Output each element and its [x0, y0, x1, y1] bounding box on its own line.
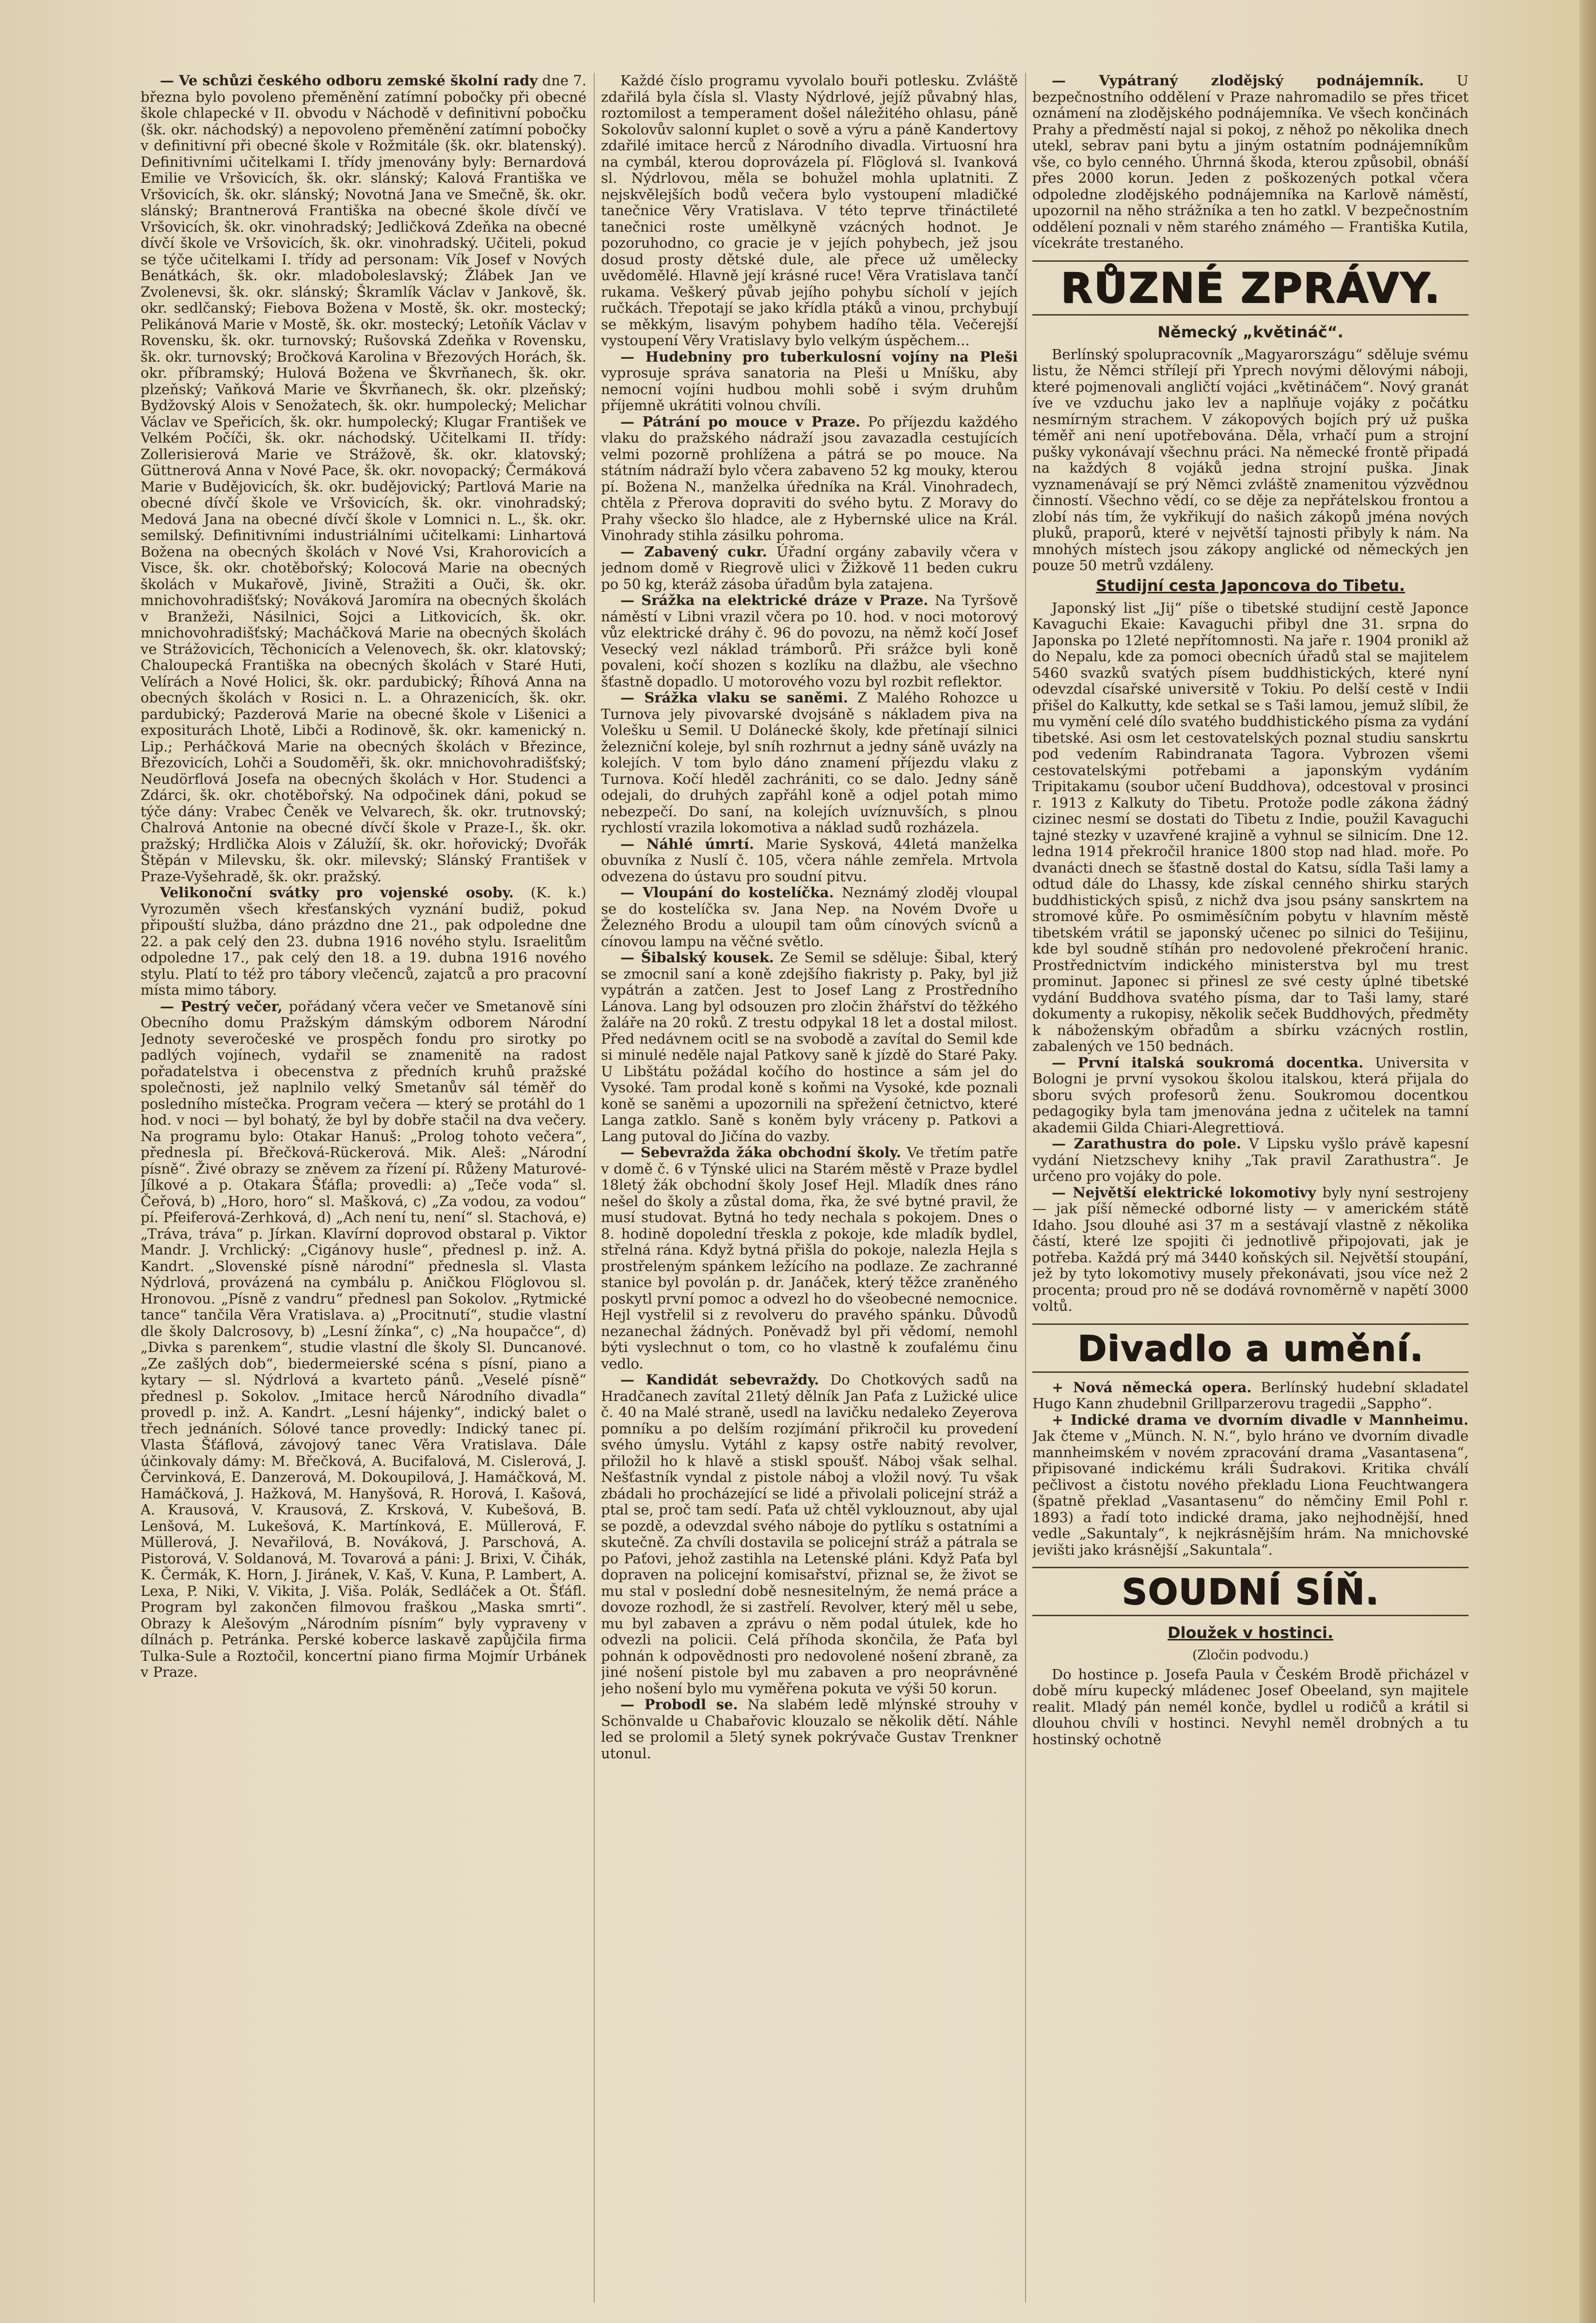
article-lead: — Hudebniny pro tuberkulosní vojíny na Pleši — [620, 348, 1018, 365]
article-text: Ve třetím patře v domě č. 6 v Týnské ulici na Starém městě v Praze bydlel 18letý žák obchodní školy Josef Hejl. Mladík dnes ráno nešel do školy a zůstal doma, řka, že své bytné pravil, že musí studovat. Bytná ho tedy nechala s pokojem. Dnes o 8. hodině dopolední třeskla z pokoje, kde mladík bydlel, střelná rána. Když bytná přišla do pokoje, nalezla Hejla s prostřeleným spánkem ležícího na podlaze. Ze zachranné stanice byl povolán p. dr. Janáček, který těžce zraněného poskytl první pomoc a odvezl ho do všeobecné nemocnice. Hejl vystřelil si z revolveru do pravého spánku. Důvodů nezanechal žádných. Poněvadž byl při vědomí, nemohl býti vyslechnut o tom, co ho vlastně k zoufalému činu vedlo. — [601, 1144, 1018, 1372]
article — [601, 544, 1018, 593]
article — [601, 1145, 1018, 1372]
article — [601, 885, 1018, 950]
article-text: Po příjezdu každého vlaku do pražského nádraží jsou zavazadla cestujících velmi pozorně prohlížena a pátrá se po mouce. Na státním nádraží bylo včera zabaveno 52 kg mouky, kterou pí. Božena N., manželka úředníka na Král. Vinohradech, chtěla z Přerova dopraviti do svého bytu. Z Moravy do Prahy všecko šlo hladce, ale z Hybernské ulice na Král. Vinohrady stihla zásilku pohroma. — [601, 413, 1018, 543]
article — [1032, 1412, 1469, 1559]
section-heading-soudni-sin: SOUDNÍ SÍŇ. — [1032, 1567, 1469, 1616]
article-text: Berlínský hudební skladatel Hugo Kann zhudebnil Grillparzerovu tragedii „Sappho“. — [1032, 1379, 1469, 1412]
article-lead: Velikonoční svátky pro vojenské osoby. — [160, 884, 514, 901]
article-lead: — Ve schůzi českého odboru zemské školní rady — [160, 73, 538, 89]
article-lead: — Probodl se. — [620, 1696, 738, 1713]
article-lead: — Srážka na elektrické dráze v Praze. — [620, 592, 929, 608]
column-3 — [1032, 73, 1469, 2303]
article-lead: — Pestrý večer, — [160, 998, 283, 1015]
article-lead: — Pátrání po mouce v Praze. — [620, 413, 861, 430]
section-heading-ruzne-zpravy: RŮZNÉ ZPRÁVY. — [1032, 260, 1469, 316]
article-title: Německý „květináč“. — [1157, 322, 1343, 341]
article-lead: — První italská soukromá docentka. — [1052, 1054, 1364, 1071]
article-lead: — Vloupání do kostelíčka. — [620, 884, 834, 901]
article-lead: — Vypátraný zlodějský podnájemník. — [1052, 73, 1424, 89]
article-text: Marie Sysková, 44letá manželka obuvníka z Nuslí č. 105, včera náhle zemřela. Mrtvola odvezena do ústavu pro soudní pitvu. — [601, 835, 1018, 885]
article-lead: — Největší elektrické lokomotivy — [1052, 1184, 1316, 1201]
article-text: Do hostince p. Josefa Paula v Českém Brodě přicházel v době míru kupecký mládenec Josef Obeeland, syn majitele realit. Mladý pán nemél konče, bydlel u rodičů a krátil si dlouhou chvíli v hostinci. Nevyhl neměl drobných a tu hostinský ochotně — [1032, 1666, 1469, 1748]
article-text: Universita v Bologni je první vysokou školou italskou, která přijala do sboru svých profesorů ženu. Soukromou docentkou pedagogiky byla tam jmenována jedna z učitelek na tamní akademii Gilda Chiari-Alegrettiová. — [1032, 1054, 1469, 1136]
article — [1032, 73, 1469, 252]
article — [1032, 1055, 1469, 1136]
article-lead: — Zarathustra do pole. — [1052, 1135, 1242, 1152]
article-text: V Lipsku vyšlo právě kapesní vydání Nietzschevy knihy „Tak pravil Zarathustra“. Je určeno pro vojáky do pole. — [1032, 1135, 1469, 1184]
article — [141, 999, 586, 1681]
article-text: Každé číslo programu vyvolalo bouři potlesku. Zvláště zdařilá byla čísla sl. Vlasty Nýdrlové, jejíž půvabný hlas, roztomilost a temperament došel náležitého ohlasu, páně Sokolovův salonní kuplet o sově a výru a páně Kandertovy zdařilé imitace herců z Národního divadla. Virtuosní hra na cymbál, kterou doprovázela pí. Flöglová sl. Ivanková sl. Nýdrlovou, měla se bohužel mohla uplatniti. Z nejskvělejších bodů večera bylo vystoupení mladičké tanečnice Věry Vratislava. V této teprve třináctileté tanečnici roste umělkyně vzácných hodnot. Je pozoruhodno, co gracie je v jejích pohybech, jež jsou dosud prosty dětské dule, ale přece už umělecky uvědomělé. Hlavně její krásné ruce! Věra Vratislava tančí rukama. Veškerý půvab jejího pohybu sícholí v jejích ručkách. Třepotají se jako křídla ptáků a vinou, prchybují se měkkým, lisavým pohybem hadího těla. Večerejší vystoupení Věry Vratislavy bylo velkým úspěchem... — [601, 73, 1018, 349]
article-subtitle: (Zločin podvodu.) — [1192, 1648, 1309, 1663]
article — [601, 950, 1018, 1145]
article — [1032, 1185, 1469, 1315]
column-1 — [141, 73, 586, 2303]
article-title: Dloužek v hostinci. — [1168, 1623, 1333, 1642]
column-rule — [1025, 73, 1026, 2303]
article-text: U bezpečnostního oddělení v Praze nahromadilo se přes třicet oznámení na zlodějského podnájemníka. Ve všech končinách Prahy a předměstí najal si pokoj, z něhož po několika dnech utekl, sebrav pani bytu a jiným ostatním podnájemníkům vše, co bylo cenného. Úhrnná škoda, kterou způsobil, obnáší přes 2000 korun. Jeden z poškozených potkal včera odpoledne zlodějského podnájemníka na Karlově náměstí, upozornil na něho strážníka a ten ho zatkl. V bezpečnostním oddělení poznali v něm starého známého — Františka Kutila, vícekráte trestaného. — [1032, 73, 1469, 251]
article-lead: — Srážka vlaku se saněmi. — [620, 689, 848, 706]
article-text: Jak čteme v „Münch. N. N.“, bylo hráno ve dvorním divadle mannheimském v novém zpracování drama „Vasantasena“, připisované indickému králi Šudrakovi. Kritika chválí pečlivost a čistotu nového překladu Liona Feuchtwangera (špatně překlad „Vasantasenu“ do němčiny Emil Pohl r. 1893) a řadí toto indické drama, jako nejhodnější, hned vedle „Sakuntaly“, k nejkrásnějším hrám. Na mnichovské jevišti jako krásnější „Sakuntala“. — [1032, 1428, 1469, 1558]
article-text: vyprosuje správa sanatoria na Pleši u Mníšku, aby nemocní vojíni hudbou mohli sobě i svým druhům příjemně ukrátiti volnou chvíli. — [601, 365, 1018, 414]
article-text: Úřadní orgány zabavily včera v jednom domě v Riegrově ulici v Žižkově 11 beden cukru po 50 kg, kteráž zásoba úřadům byla zatajena. — [601, 543, 1018, 592]
article-text: pořádaný včera večer ve Smetanově síni Obecního domu Pražským dámským odborem Národní Jednoty severočeské ve prospěch fondu pro sirotky po padlých vojínech, vydařil se znamenitě na radost pořadatelstva i obecenstva z předních kruhů pražské společnosti, jež naplnilo velký Smetanův sál téměř do posledního místečka. Program večera — který se protáhl do 1 hod. v noci — byl bohatý, že byl by dobře stačil na dva večery. Na programu bylo: Otakar Hanuš: „Prolog tohoto večera“, přednesla pí. Břečková-Rückerová. Mik. Aleš: „Národní písně“. Živé obrazy se zněvem za řízení pí. Růženy Maturové-Jílkové a p. Otakara Šťáfla; provedli: a) „Teče voda“ sl. Čeřová, b) „Horo, horo“ sl. Mašková, c) „Za vodou, za vodou“ pí. Pfeiferová-Zerhková, d) „Ach není tu, není“ sl. Stachová, e) „Tráva, tráva“ p. Jírkan. Klavírní doprovod obstaral p. Viktor Mandr. J. Vrchlický: „Cigánovy husle“, přednesl p. inž. A. Kandrt. „Slovenské písně národní“ přednesla sl. Vlasta Nýdrlová, provázená na cymbálu p. Aničkou Flöglovou sl. Hronovou. „Písně z vandru“ přednesl pan Sokolov. „Rytmické tance“ tančila Věra Vratislava. a) „Procitnutí“, studie vlastní dle školy Dalcrosovy, b) „Lesní žínka“, c) „Na houpačce“, d) „Divka s parenkem“, studie vlastní dle školy Sl. Duncanové. „Ze zašlých dob“, biedermeierské scéna s písní, piano a kytary — sl. Nýdrlová a kvarteto pánů. „Veselé písně“ přednesl p. Sokolov. „Imitace herců Národního divadla“ provedl p. inž. A. Kandrt. „Lesní hájenky“, indický balet o třech jednáních. Sólové tance provedly: Indický tanec pí. Vlasta Šťáflová, závojový tanec Věra Vratislava. Dále účinkovaly dámy: M. Břečková, A. Bucifalová, M. Cislerová, J. Červinková, E. Danzerová, M. Dokoupilová, J. Hamáčková, M. Hamáčková, J. Hažková, M. Hanyšová, R. Horová, I. Kašová, A. Krausová, V. Krausová, Z. Krsková, V. Kubešová, B. Lenšová, M. Lukešová, K. Martínková, E. Müllerová, F. Müllerová, J. Nevařilová, B. Nováková, J. Parschová, A. Pistorová, V. Soldanová, M. Tovarová a páni: J. Brixi, V. Čihák, K. Čermák, K. Horn, J. Jiránek, V. Kaš, V. Kuna, P. Lambert, A. Lexa, P. Niki, V. Vikita, J. Viša. Polák, Sedláček a Ot. Šťáfl. Program byl zakončen filmovou fraškou „Maska smrti“. Obrazy k Alešovým „Národním písním“ byly vypraveny v dílnách p. Petránka. Perské koberce laskavě zapůjčila firma Tulka-Sule a Roztočil, koncertní piano firma Mojmír Urbánek v Praze. — [141, 998, 586, 1680]
article — [601, 836, 1018, 885]
article-lead: + Nová německá opera. — [1052, 1379, 1252, 1396]
article-lead: — Kandidát sebevraždy. — [620, 1371, 819, 1388]
article-lead: — Sebevražda žáka obchodní školy. — [620, 1144, 901, 1161]
article-text: Na slabém ledě mlýnské strouhy v Schönvalde u Chabařovic klouzalo se několik dětí. Náhle led se prolomil a 5letý synek pokrývače Gustav Trenkner utonul. — [601, 1696, 1018, 1762]
article-text: Ze Semil se sděluje: Šibal, který se zmocnil saní a koně zdejšího fiakristy p. Paky, byl již vypátrán a zatčen. Jest to Josef Lang z Prostředního Lánova. Lang byl odsouzen pro zločin žhářství do těžkého žaláře na 20 roků. Z trestu odpykal 18 let a dostal milost. Před nedávnem ocitl se na svobodě a zavítal do Semil kde si minulé neděle najal Patkovy saně k jízdě do Staré Paky. U Libštátu požádal kočího do hostince a sám jel do Vysoké. Tam prodal koně s koňmi na Vysoké, kde poznali koně se saněmi a upozornili na spřežení četnictvo, které Langa zatklo. Saně s koněm byly vráceny p. Patkovi a Lang putoval do Jičína do vazby. — [601, 949, 1018, 1145]
article-text: Berlínský spolupracovník „Magyarországu“ sděluje svému listu, že Němci střílejí při Yprech novými dělovými náboji, které pojmenovali angličtí vojáci „květináčem“. Nový granát íve ve vzduchu jako lev a naplňuje vojáky z počátku nesmírným strachem. V zákopových bojích prý už puška téměř ani není upotřebována. Děla, vrhačí pum a strojní pušky vykonávají všechnu práci. Na německé frontě připadá na každých 8 vojáků jedna strojní puška. Jinak vyznamenávají se prý Němci zvláště znamenitou výzvědnou činností. Všechno vědí, co se děje za nepřátelskou frontou a zlobí nás tím, že vykřikují do našich zákopů jména nových pluků, praporů, které v největší tajnosti přibyly k nám. Na mnohých místech jsou zákopy anglické od německých jen pouze 50 metrů vzdáleny. — [1032, 346, 1469, 573]
section-heading-divadlo: Divadlo a umění. — [1032, 1323, 1469, 1373]
article-text: Na Tyršově náměstí v Libni vrazil včera po 10. hod. v noci motorový vůz elektrické dráhy č. 96 do povozu, na němž kočí Josef Vesecký vezl náklad trámborů. Při srážce byli koně povaleni, kočí shozen s kozlíku na dlažbu, ale všechno šťastně dopadlo. U motorového vozu byl rozbit reflektor. — [601, 592, 1018, 690]
article — [141, 885, 586, 999]
article-lead: + Indické drama ve dvorním divadle v Mannheimu. — [1052, 1411, 1469, 1428]
article-lead: — Šibalský kousek. — [620, 949, 774, 966]
article-text: (K. k.) Vyrozuměn všech křesťanských vyznání budiž, pokud připouští služba, dáno prázdno dne 21., pak odpoledne dne 22. a pak celý den 23. dubna 1916 nového stylu. Israelitům odpoledne 17., pak celý den 18. a 19. dubna 1916 nového stylu. Platí to též pro tábory vlečenců, zajatců a pro pracovní místa mimo tábory. — [141, 884, 586, 998]
article — [601, 1697, 1018, 1762]
article — [601, 414, 1018, 544]
article-text: Neznámý zloděj vloupal se do kostelíčka sv. Jana Nep. na Novém Dvoře u Železného Brodu a uloupil tam oům cínových svícnů a cínovou lampu na věčné světlo. — [601, 884, 1018, 950]
column-rule — [594, 73, 595, 2303]
column-2 — [601, 73, 1018, 2303]
article-text: dne 7. března bylo povoleno přeměnění zatímní pobočky při obecné škole chlapecké v II. obvodu v Náchodě v definitivní pobočku (šk. okr. náchodský) a nepovoleno přeměnění zatímní pobočky v definitivní při obecné škole v Rožmitále (šk. okr. blatenský). Definitivními učitelkami I. třídy jmenovány byly: Bernardová Emilie ve Vršovicích, šk. okr. slánský; Kalová Františka ve Vršovicích, šk. okr. slánský; Novotná Jana ve Smečně, šk. okr. slánský; Brantnerová Františka na obecné škole dívčí ve Vršovicích, šk. okr. vinohradský; Jedličková Zdeňka na obecné dívčí škole ve Vršovicích, šk. okr. vinohradský. Učiteli, pokud se týče učitelkami I. třídy ad personam: Vík Josef v Nových Benátkách, šk. okr. mladoboleslavský; Žlábek Jan ve Zvolenevsi, šk. okr. slánský; Škramlík Václav v Jankově, šk. okr. sedlčanský; Fiebova Božena v Mostě, šk. okr. mostecký; Pelikánová Marie v Mostě, šk. okr. mostecký; Letoňík Václav v Rovensku, šk. okr. turnovský; Rušovská Zdeňka v Rovensku, šk. okr. turnovský; Bročková Karolina v Březových Horách, šk. okr. příbramský; Hulová Božena ve Škvrňanech, šk. okr. plzeňský; Vaňková Marie ve Škvrňanech, šk. okr. plzeňský; Bydžovský Alois v Senožatech, šk. okr. humpolecký; Melichar Václav ve Speřicích, šk. okr. humpolecký; Klugar František ve Velkém Počíči, šk. okr. náchodský. Učitelkami II. třídy: Zollerisierová Marie ve Strážově, šk. okr. klatovský; Güttnerová Anna v Nové Pace, šk. okr. novopacký; Čermáková Marie v Budějovicích, šk. okr. budějovický; Partlová Marie na obecné dívčí škole ve Vršovicích, šk. okr. vinohradský; Medová Jana na obecné dívčí škole v Lomnici n. L., šk. okr. semilský. Definitivními industriálními učitelkami: Linhartová Božena na obecných školách v Nové Vsi, Krahorovicích a Visce, šk. okr. chotěbořský; Kolocová Marie na obecných školách v Mukařově, Jivině, Stražiti a Ouči, šk. okr. mnichovohradišťský; Nováková Jaromíra na obecných školách v Branžeži, Násilnici, Sojci a Litkovicích, šk. okr. mnichovohradišťský; Macháčková Marie na obecných školách ve Strážovicích, Těchonicích a Velenovech, šk. okr. klatovský; Chaloupecká Františka na obecných školách v Staré Huti, Velírách a Nové Holici, šk. okr. pardubický; Říhová Anna na obecných školách v Rosici n. L. a Ohrazenicích, šk. okr. pardubický; Pazderová Marie na obecné škole v Lišenici a expositurách Lhotě, Libči a Rodinově, šk. okr. kamenický n. Lip.; Perháčková Marie na obecných školách v Březince, Březovicích, Lohči a Soudoměři, šk. okr. mnichovohradišťský; Neudörflová Josefa na obecných školách v Hor. Studenci a Zdárci, šk. okr. chotěbořský. Na odpočinek dáni, pokud se týče dány: Vrabec Čeněk ve Velvarech, šk. okr. trutnovský; Chalrová Antonie na obecné dívčí škole v Praze-I., šk. okr. pražský; Hrdlička Alois v Zálužíí, šk. okr. hořovický; Dvořák Štěpán v Milevsku, šk. okr. milevský; Slánský František v Praze-Vyšehradě, šk. okr. pražský. — [141, 73, 586, 885]
article-lead: — Zabavený cukr. — [620, 543, 767, 560]
article-title: Studijní cesta Japoncova do Tibetu. — [1096, 576, 1405, 595]
article — [601, 349, 1018, 414]
article — [601, 592, 1018, 690]
article-text: byly nyní sestrojeny — jak píší německé odborné listy — v americkém státě Idaho. Jsou dlouhé asi 37 m a sestávají vlastně z několika částí, které lze spojiti či jednotlivě připojovati, jak je potřeba. Každá prý má 3440 koňských sil. Největší stoupání, jež by tyto lokomotivy musely překonávati, jsou více než 2 procenta; proud pro ně se dodává rovnoměrně v napětí 3000 voltů. — [1032, 1184, 1469, 1314]
article-text: Z Malého Rohozce u Turnova jely pivovarské dvojsáně s nákladem piva na Volešku u Semil. U Dolánecké školy, kde přetínají silnici železniční koleje, byl sníh rozhrnut a jedny sáně uvázly na kolejích. V tom bylo dáno znamení příjezdu vlaku z Turnova. Kočí hleděl zachrániti, co se dalo. Jedny sáně odejali, do druhých zapřáhl koně a odjel potah mimo nebezpečí. Do saní, na kolejích uvíznuvších, s plnou rychlostí vrazila lokomotiva a náklad sudů rozházela. — [601, 689, 1018, 836]
article — [141, 73, 586, 885]
article-text: Do Chotkových sadů na Hradčanech zavítal 21letý dělník Jan Paťa z Lužické ulice č. 40 na Malé straně, usedl na lavičku nedaleko Zeyerova pomníku a po delším rozjímání přikročil ku provedení svého úmyslu. Vytáhl z kapsy ostře nabitý revolver, přiložil ho k hlavě a stiskl spoušť. Náboj však selhal. Nešťastník vyndal z pistole náboj a vložil nový. Tu však zbádali ho procházející se lidé a přivolali policejní stráž a ptal se, proč tam sedí. Paťa už chtěl vyklouznout, aby ujal se pozdě, a odevzdal svého náboje do pytlíku s ostatními a skutečně. Za chvíli dostavila se policejní stráž a pátrala se po Paťovi, jehož zastihla na Letenské pláni. Když Paťa byl dopraven na policejní komisařství, přiznal se, že život se mu stal v poslední době nesnesitelným, že nemá práce a dovoze rozhodl, že si zastřelí. Revolver, který měl u sebe, mu byl zabaven a zprávu o něm podal útulek, kde ho odvezli na policii. Celá příhoda skončila, že Paťa byl pohnán k odpovědnosti pro nedovolené nošení zbraně, za jiné nošení pistole byl mu zabaven a pro neoprávněné jeho nošení bylo mu vyměřena pokuta ve výši 50 korun. — [601, 1371, 1018, 1697]
article — [601, 690, 1018, 836]
page-edge — [1580, 0, 1596, 2323]
article-text: Japonský list „Jij“ píše o tibetské studijní cestě Japonce Kavaguchi Ekaie: Kavaguchi přibyl dne 31. srpna do Japonska po 12leté nepřítomnosti. Na jaře r. 1904 pronikl až do Nepalu, kde za pomoci obecních úřadů stal se majitelem 5460 svazků svatých písem buddhistických, které nyní odevzdal císařské universitě v Tokiu. Po delší cestě v Indii přišel do Kalkutty, kde setkal se s Taši lamou, jemuž slíbil, že mu vymění celé dílo svatého buddhistického písma za vydání tibetské. Asi osm let cestovatelských poznal studiu sanskrtu pod vedením Rabindranata Tagora. Vybrozen všemi cestovatelskými potřebami a japonským vydáním Tripitakamu (soubor učení Buddhova), odcestoval v prosinci r. 1913 z Kalkuty do Tibetu. Protože podle zákona žádný cizinec nesmí se dostati do Tibetu z Indie, použil Kavaguchi tajné stezky v uzavřené krajině a vyhnul se silnicím. Dne 12. ledna 1914 překročil hranice 1800 stop nad hlad. moře. Po dvanácti dnech se šťastně dostal do Katsu, sídla Taši lamy a odtud dále do Lhassy, kde získal cenného shirku starých buddhistických spisů, z nichž dva jsou psány sanskrtem na stromové kůře. Po osmiměsíčním pobytu v hlavním městě tibetském vrátil se japonský učenec po silnici do Tešijinu, kde byl soudně stíhán pro nedovolené překročení hranic. Prostřednictvím indického ministerstva byl mu trest prominut. Japonec si přinesl ze své cesty úplné tibetské vydání Buddhova svatého písma, dar to Taši lamy, staré dokumenty a rukopisy, několik seček Buddhových, předměty k náboženským obřadům a sbírku vzácných rostlin, zabalených ve 150 bednách. — [1032, 599, 1469, 1054]
article — [601, 73, 1018, 349]
article-lead: — Náhlé úmrtí. — [620, 835, 754, 852]
article — [1032, 1380, 1469, 1412]
article — [1032, 1136, 1469, 1185]
article — [601, 1372, 1018, 1697]
